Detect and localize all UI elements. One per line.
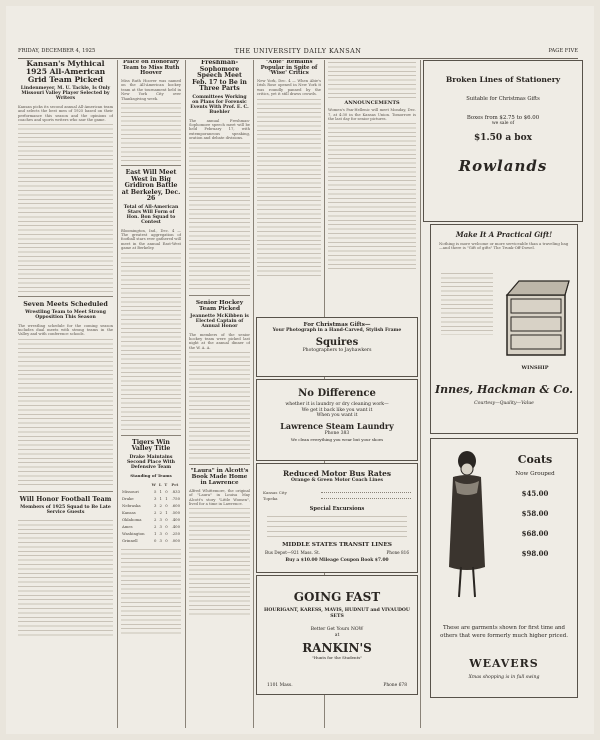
article-alcott: Alfred Whittemore, the original of "Laura" in Louisa May Alcott's story "Little Women", lived for a time in Lawrence. [189, 488, 250, 507]
ad-winship-tagline: Courtesy—Quality—Value [474, 401, 534, 406]
standings-value: 1 [159, 489, 162, 495]
ad-bus-coupon: Buy a $10.00 Mileage Coupon Book $7.00 [285, 558, 389, 563]
standings-header: W [151, 482, 156, 488]
ad-laundry [256, 379, 418, 461]
article-east-west: Bloomington, Ind., Dec. 4 — The greatest aggregation of football stars ever gathered will meet in the annual East-West game at Berkeley. [121, 228, 181, 251]
standings-team: Drake [122, 496, 134, 502]
standings-row [121, 537, 181, 544]
standings-row [121, 495, 181, 502]
leg [473, 567, 475, 597]
article-abie: New York, Dec. 4 — When Abie's Irish Rose opened in New York it was roundly panned by the critics, yet it still draws crowds. [257, 79, 321, 97]
standings-value: 1 [165, 510, 168, 516]
subhead-tigers: Drake Maintains Second Place With Defensive Team [126, 454, 176, 471]
standings-team: Nebraska [122, 503, 141, 509]
standings-row [121, 509, 181, 516]
headline-hockey: Senior Hockey Team Picked [195, 299, 244, 312]
article-continued [257, 97, 321, 277]
standings-header: T [164, 482, 168, 488]
ad-laundry-line3: We get it back like you want it [301, 407, 373, 413]
trunk-body [507, 295, 565, 355]
headline-football-honor: Will Honor Football Team [19, 494, 112, 503]
woman-in-coat-illustration [435, 447, 495, 607]
subhead-wrestling: Wrestling Team to Meet Strong Opposition This Season [25, 310, 106, 321]
article-continued [189, 506, 250, 616]
subhead-hockey: Jeannette McKibben is Elected Captain of Annual Honor [190, 313, 249, 330]
standings-value: 3 [153, 496, 157, 502]
ad-rankin-address: 1101 Mass. [267, 683, 293, 688]
standings-value: 3 [159, 517, 162, 523]
subhead-east-west: Total of All-American Stars Will Form of Hon. Bon Squad to Contest [123, 204, 179, 226]
column-2 [121, 60, 181, 728]
ad-stationery-price-range: Boxes from $2.75 to $6.00 [466, 114, 540, 121]
ad-bus-route-topeka: Topeka [263, 496, 411, 502]
standings-value: 0 [165, 489, 168, 495]
ad-rankin-products: HOURIGANT, KARESS, MAVIS, HUDNUT and VIVAUDOU SETS [264, 608, 410, 619]
ad-coats-headline: Coats [517, 453, 553, 466]
headline-wrestling: Seven Meets Scheduled [23, 300, 108, 309]
article-wrestling: The wrestling schedule for the coming season includes dual meets with strong teams in the Valley and with conference schools. [18, 323, 113, 337]
ad-coats-store: WEAVERS [469, 657, 539, 670]
ad-winship-store: Innes, Hackman & Co. [435, 383, 573, 396]
standings-value: 1 [159, 496, 162, 502]
subhead-football-honor: Members of 1925 Squad to Be Late Service Guests [20, 504, 111, 515]
column-4 [257, 60, 321, 310]
ad-winship-brand: WINSHIP [521, 365, 549, 371]
standings-team: Ames [122, 524, 133, 530]
column-1 [18, 60, 113, 728]
standings-value: 2 [153, 510, 157, 516]
ad-coats-subhead: Now Grouped [515, 471, 555, 477]
standings-value: .000 [171, 538, 180, 544]
standings-value: 3 [159, 538, 162, 544]
standings-team: Washington [122, 531, 145, 537]
standings-header-team [121, 481, 150, 488]
ad-winship-headline: Make It A Practical Gift! [455, 230, 553, 239]
ad-stationery-line4: we sale of [491, 121, 515, 127]
standings-value: 3 [153, 503, 157, 509]
announcements-text: Women's Pan-Hellenic will meet Monday, Dec. 7, at 4:30 in the Kansas Union. Tomorrow is the last day for senior pictures. [328, 108, 416, 122]
ad-rankin-headline: GOING FAST [293, 590, 381, 604]
standings-value: .400 [171, 524, 180, 530]
page-number: PAGE FIVE [548, 48, 578, 54]
ad-bus [256, 463, 418, 573]
ad-coats-price-1: $45.00 [521, 489, 549, 498]
standings-value: 0 [165, 531, 168, 537]
ad-coats-price-4: $98.00 [521, 549, 549, 558]
ad-bus-schedule [267, 514, 407, 538]
standings-value: .500 [171, 510, 180, 516]
standings-value: 2 [159, 503, 162, 509]
article-continued [328, 121, 416, 271]
ad-winship [430, 224, 578, 434]
standings-team: Grinnell [122, 538, 138, 544]
ad-rankin-tagline: "Hunts for the Students" [311, 654, 363, 660]
standings-value: 1 [153, 531, 157, 537]
standings-value: 3 [159, 531, 162, 537]
article-continued [121, 547, 181, 637]
ad-rankin-cta: Better Get Yours NOW [310, 627, 364, 633]
ad-squires-line2: Your Photograph in a Hand-Carved, Stylish Frame [272, 328, 402, 333]
standings-value: 1 [165, 496, 168, 502]
standings-title: Standing of Teams [130, 472, 172, 478]
subhead-speech-meet: Committees Working on Plans for Forensic Events With Prof. E. C. Buehler [190, 94, 249, 116]
divider [121, 435, 181, 436]
ad-bus-depot: Bus Depot—921 Mass. St. [265, 550, 321, 555]
standings-table [121, 481, 181, 544]
ad-laundry-phone: Phone 383 [324, 431, 350, 437]
standings-value: 2 [153, 524, 157, 530]
standings-value: 0 [165, 517, 168, 523]
ad-bus-route-kc: Kansas City [263, 490, 411, 496]
ad-rankin-name: RANKIN'S [302, 640, 372, 655]
ad-rankin-footer [267, 683, 407, 688]
standings-value: .400 [171, 517, 180, 523]
header-date: FRIDAY, DECEMBER 4, 1925 [18, 48, 96, 54]
ad-bus-headline: Reduced Motor Bus Rates [283, 469, 391, 478]
article-continued [121, 251, 181, 431]
standings-value: .250 [171, 531, 180, 537]
standings-header: Pct [171, 482, 179, 488]
trunk-lid [507, 281, 569, 295]
standings-value: .600 [171, 503, 180, 509]
ad-laundry-headline: No Difference [298, 388, 376, 399]
standings-value: .833 [171, 489, 180, 495]
ad-laundry-line4: When you want it [316, 413, 358, 419]
article-continued [328, 60, 416, 98]
ad-stationery-headline: Broken Lines of Stationery [445, 75, 561, 84]
ad-stationery-line2: Suitable for Christmas Gifts [466, 96, 540, 102]
article-continued [121, 101, 181, 161]
standings-row [121, 488, 181, 495]
headline-hoover: Place on Honorary Team to Miss Ruth Hoover [122, 60, 180, 77]
page-header [18, 46, 578, 59]
headline-alcott: "Laura" in Alcott's Book Made Home in Lawrence [190, 468, 249, 486]
ad-squires [256, 317, 418, 377]
standings-row [121, 502, 181, 509]
standings-value: 2 [153, 517, 157, 523]
article-continued [189, 350, 250, 460]
column-rule [117, 60, 118, 728]
ad-winship-more-copy [441, 271, 493, 335]
ad-coats-tagline: Xmas shopping is in full swing [468, 675, 540, 680]
headline-abie: "Abie" Remains Popular in Spite of 'Wise' Critics [260, 60, 318, 77]
ad-rankin-at: at [334, 633, 340, 639]
article-speech-meet: The annual Freshman-Sophomore speech meet will be held February 17, with extemporaneous speaking, oration and debate divisions. [189, 118, 250, 141]
face [461, 463, 473, 475]
ad-winship-copy: Nothing is more welcome or more serviceable than a traveling bag—and there is "Gift of gifts" The Trunk-Off-Dowel. [439, 241, 569, 251]
ad-coats-copy: These are garments shown for first time and others that were formerly much higher priced. [440, 625, 568, 639]
masthead: THE UNIVERSITY DAILY KANSAN [234, 47, 362, 55]
standings-value: .750 [171, 496, 180, 502]
trunk-illustration [497, 275, 573, 363]
standings-value: 0 [165, 538, 168, 544]
headline-east-west: East Will Meet West in Big Gridiron Battle at Berkeley, Dec. 26 [121, 169, 181, 203]
article-continued [18, 122, 113, 292]
standings-value: 0 [165, 503, 168, 509]
leg [459, 567, 461, 597]
ad-laundry-line2: whether it is laundry or dry cleaning work— [285, 402, 389, 407]
ad-bus-phone: Phone 816 [386, 550, 409, 555]
announcements-heading: ANNOUNCEMENTS [344, 100, 400, 106]
subhead-all-american: Lindenmeyer, M. U. Tackle, Is Only Missouri Valley Player Selected by Writers [20, 85, 111, 102]
standings-team: Kansas [122, 510, 136, 516]
column-5 [328, 60, 416, 310]
standings-value: 0 [153, 538, 157, 544]
divider [18, 296, 113, 297]
ad-squires-tagline: Photographers to Jayhawkers [302, 347, 372, 353]
ad-coats-price-3: $68.00 [521, 529, 549, 538]
ad-laundry-slogan: We clean everything you wear but your shoes [290, 436, 384, 442]
ad-rankin-phone: Phone 678 [383, 683, 407, 688]
ad-rankin [256, 575, 418, 695]
divider [121, 165, 181, 166]
column-rule [185, 60, 186, 728]
divider [189, 464, 250, 465]
ad-squires-name: Squires [315, 336, 359, 348]
standings-value: 2 [159, 510, 162, 516]
ad-coats-price-2: $58.00 [521, 509, 549, 518]
article-hoover: Miss Ruth Hoover was named on the All-American hockey team at the tournament held in New York City over Thanksgiving week. [121, 79, 181, 101]
ad-stationery [423, 60, 583, 222]
standings-row [121, 523, 181, 530]
ad-coats [430, 438, 578, 698]
headline-tigers: Tigers Win Valley Title [131, 438, 171, 453]
standings-value: 5 [153, 489, 157, 495]
article-continued [18, 518, 113, 638]
ad-bus-excursions: Special Excursions [309, 506, 365, 512]
standings-value: 0 [165, 524, 168, 530]
standings-value: 3 [159, 524, 162, 530]
ad-stationery-brand: Rowlands [458, 156, 548, 175]
column-rule [420, 60, 421, 728]
standings-header: L [158, 482, 162, 488]
divider [189, 295, 250, 296]
column-3 [189, 60, 250, 728]
headline-all-american: Kansan's Mythical 1925 All-American Grid Team Picked [25, 60, 106, 84]
ad-stationery-price: $1.50 a box [474, 132, 532, 143]
article-hockey: The members of the senior hockey team were picked last night at the annual dinner of the W. A. A. [189, 332, 250, 350]
article-all-american: Kansan picks its second annual All-American team and selects the best men of 1925 based on their performance this season and the opinions of coaches and sports writers who saw the game. [18, 104, 113, 122]
divider [18, 491, 113, 492]
standings-row [121, 530, 181, 537]
ad-bus-transit: MIDDLE STATES TRANSIT LINES [282, 542, 392, 548]
ad-laundry-name: Lawrence Steam Laundry [280, 421, 394, 432]
column-rule [253, 60, 254, 728]
ad-bus-depot-row [265, 550, 409, 555]
headline-speech-meet: Freshman-Sophomore Speech Meet Feb. 17 to Be in Three Parts [192, 60, 247, 92]
standings-team: Missouri [122, 489, 139, 495]
article-continued [189, 141, 250, 291]
standings-team: Oklahoma [122, 517, 142, 523]
article-continued [18, 337, 113, 487]
ad-squires-line1: For Christmas Gifts— [303, 322, 371, 328]
standings-row [121, 516, 181, 523]
ad-bus-company: Orange & Green Motor Coach Lines [291, 478, 383, 483]
